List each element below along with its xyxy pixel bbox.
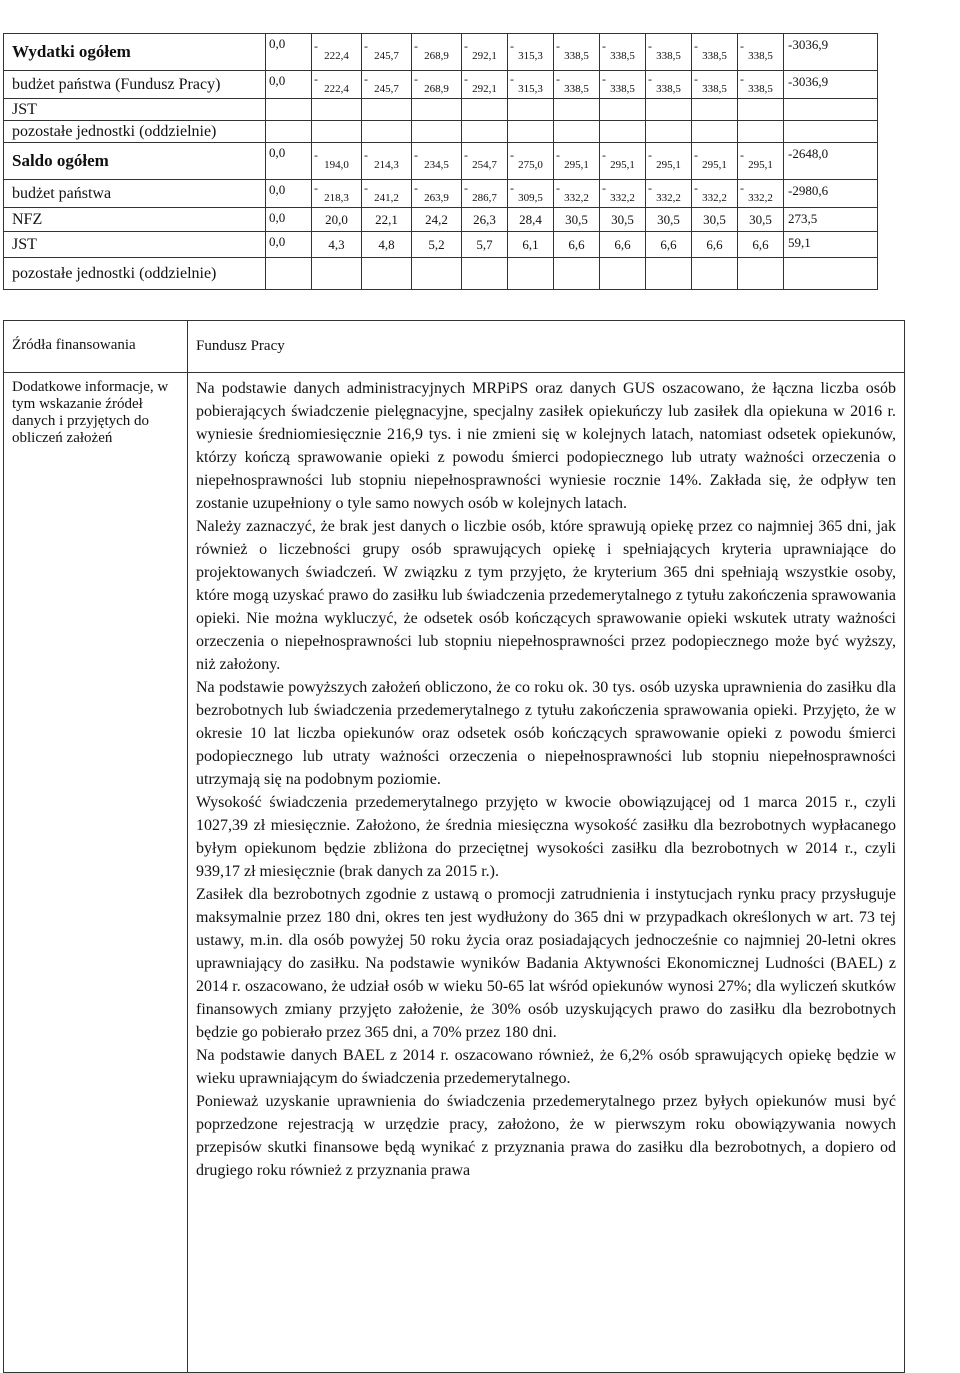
value-cell [646, 143, 692, 180]
minus-sign: - [602, 71, 606, 86]
value-text: 315,3 [518, 82, 543, 95]
value-cell: 6,6 [554, 232, 600, 258]
minus-sign: - [364, 148, 368, 162]
value-cell [646, 121, 692, 143]
value-cell [312, 99, 362, 121]
value-cell: 28,4 [508, 208, 554, 232]
table-row [4, 180, 878, 208]
row-label: pozostałe jednostki (oddzielnie) [4, 258, 266, 290]
value-cell: 26,3 [462, 208, 508, 232]
value-text: 332,2 [702, 191, 727, 204]
year-0-cell [266, 99, 312, 121]
value-text: 332,2 [564, 191, 589, 204]
value-cell [738, 180, 784, 208]
minus-sign: - [464, 180, 468, 195]
value-text: 332,2 [656, 191, 681, 204]
minus-sign: - [694, 39, 698, 53]
description-table [3, 320, 905, 1373]
value-cell: 5,2 [412, 232, 462, 258]
minus-sign: - [464, 148, 468, 162]
minus-sign: - [414, 39, 418, 53]
value-cell: 4,8 [362, 232, 412, 258]
value-text: 292,1 [472, 50, 497, 62]
minus-sign: - [510, 39, 514, 53]
table-row [4, 143, 878, 180]
value-cell [554, 71, 600, 99]
total-cell: -2980,6 [784, 180, 878, 208]
minus-sign: - [510, 180, 514, 195]
row-label: Saldo ogółem [4, 143, 266, 180]
minus-sign: - [740, 180, 744, 195]
total-cell: -2648,0 [784, 143, 878, 180]
minus-sign: - [510, 148, 514, 162]
minus-sign: - [314, 39, 318, 53]
value-cell [692, 34, 738, 71]
value-cell [362, 34, 412, 71]
minus-sign: - [694, 71, 698, 86]
minus-sign: - [364, 39, 368, 53]
value-cell [362, 71, 412, 99]
minus-sign: - [414, 148, 418, 162]
value-text: 286,7 [472, 191, 497, 204]
value-cell: 4,3 [312, 232, 362, 258]
value-text: 295,1 [702, 159, 727, 171]
value-cell: 24,2 [412, 208, 462, 232]
year-0-cell: 0,0 [266, 71, 312, 99]
value-cell [462, 143, 508, 180]
minus-sign: - [556, 39, 560, 53]
value-cell [508, 71, 554, 99]
minus-sign: - [556, 148, 560, 162]
value-text: 245,7 [374, 82, 399, 95]
value-text: 338,5 [702, 50, 727, 62]
value-cell [554, 258, 600, 290]
value-cell [646, 99, 692, 121]
value-cell [508, 180, 554, 208]
value-text: 338,5 [610, 50, 635, 62]
row-label: NFZ [4, 208, 266, 232]
value-cell [600, 143, 646, 180]
value-cell [508, 99, 554, 121]
total-cell [784, 99, 878, 121]
value-cell [508, 121, 554, 143]
value-text: 218,3 [324, 191, 349, 204]
value-cell [362, 143, 412, 180]
table-row [4, 99, 878, 121]
value-cell [362, 121, 412, 143]
value-cell [692, 71, 738, 99]
value-cell [600, 99, 646, 121]
value-cell [646, 258, 692, 290]
value-text: 194,0 [324, 159, 349, 171]
value-text: 292,1 [472, 82, 497, 95]
value-cell [508, 258, 554, 290]
value-cell [412, 258, 462, 290]
minus-sign: - [740, 71, 744, 86]
value-cell [554, 34, 600, 71]
value-cell [646, 34, 692, 71]
total-cell: -3036,9 [784, 71, 878, 99]
minus-sign: - [364, 180, 368, 195]
minus-sign: - [648, 39, 652, 53]
paragraph: Na podstawie powyższych założeń obliczono, że co roku ok. 30 tys. osób uzyska uprawnienia do zasiłku dla bezrobotnych lub świadczenia przedemerytalnego z tytułu zakończenia sprawowania opieki. Przyjęto, że w okresie 10 lat liczba opiekunów oraz odsetek osób kończących sprawowanie opieki z powodu śmierci podopiecznego lub utraty ważności orzeczenia o niepełnosprawności lub stopniu niepełnosprawności utrzymają się na podobnym poziomie. [196, 679, 896, 788]
value-text: 222,4 [324, 82, 349, 95]
minus-sign: - [740, 148, 744, 162]
value-cell [692, 143, 738, 180]
value-cell: 6,6 [738, 232, 784, 258]
value-cell: 6,6 [600, 232, 646, 258]
total-cell: 59,1 [784, 232, 878, 258]
value-cell: 6,6 [692, 232, 738, 258]
value-text: 309,5 [518, 191, 543, 204]
value-cell [554, 99, 600, 121]
value-cell [462, 180, 508, 208]
value-text: 245,7 [374, 50, 399, 62]
value-cell [508, 34, 554, 71]
value-cell [738, 121, 784, 143]
value-cell [600, 71, 646, 99]
paragraph: Zasiłek dla bezrobotnych zgodnie z ustawą o promocji zatrudnienia i instytucjach rynku pracy przysługuje maksymalnie przez 180 dni, okres ten jest wydłużony do 365 dni w przypadkach określonych w art. 73 tej ustawy, m.in. dla osób powyżej 50 roku życia oraz posiadających jednocześnie co najmniej 20-letni okres uprawniający do zasiłku. Na podstawie wyników Badania Aktywności Ekonomicznej Ludności (BAEL) z 2014 r. oszacowano, że udział osób w wieku 50-65 lat wśród opiekunów wynosi 27%; dla wyliczeń skutków finansowych zmiany przyjęto założenie, że 30% osób uzyskujących prawo do zasiłku dla bezrobotnych będzie go pobierało przez 365 dni, a 70% przez 180 dni. [196, 886, 896, 1041]
table-row [4, 208, 878, 232]
value-text: 295,1 [656, 159, 681, 171]
value-cell [692, 99, 738, 121]
total-cell [784, 258, 878, 290]
value-text: 338,5 [748, 82, 773, 95]
paragraph: Na podstawie danych BAEL z 2014 r. oszacowano również, że 6,2% osób sprawujących opiekę będzie w wieku uprawniającym do świadczenia przedemerytalnego. [196, 1047, 896, 1087]
value-cell [738, 34, 784, 71]
row-label: pozostałe jednostki (oddzielnie) [4, 121, 266, 143]
value-text: 254,7 [472, 159, 497, 171]
table-row [4, 232, 878, 258]
year-0-cell: 0,0 [266, 143, 312, 180]
value-cell: 6,1 [508, 232, 554, 258]
value-cell [412, 34, 462, 71]
value-cell [312, 180, 362, 208]
value-text: 338,5 [702, 82, 727, 95]
value-cell [462, 99, 508, 121]
minus-sign: - [414, 71, 418, 86]
value-cell [412, 71, 462, 99]
paragraph: Ponieważ uzyskanie uprawnienia do świadczenia przedemerytalnego przez byłych opiekunów musi być poprzedzone rejestracją w urzędzie pracy, założono, że w pierwszym roku obowiązywania nowych przepisów skutki finansowe będą wynikać z przyznania prawa do zasiłku dla bezrobotnych, a dopiero od drugiego roku również z przyznania prawa [196, 1093, 896, 1179]
value-cell [462, 34, 508, 71]
minus-sign: - [648, 71, 652, 86]
value-cell [312, 258, 362, 290]
value-cell [646, 180, 692, 208]
minus-sign: - [556, 180, 560, 195]
financial-effects-table [3, 33, 878, 290]
value-text: 338,5 [656, 50, 681, 62]
minus-sign: - [694, 148, 698, 162]
total-cell: 273,5 [784, 208, 878, 232]
value-cell [312, 34, 362, 71]
minus-sign: - [464, 39, 468, 53]
value-cell: 5,7 [462, 232, 508, 258]
value-cell [692, 121, 738, 143]
value-cell [738, 258, 784, 290]
value-text: 332,2 [610, 191, 635, 204]
value-cell: 22,1 [362, 208, 412, 232]
minus-sign: - [648, 148, 652, 162]
row-label: JST [4, 99, 266, 121]
minus-sign: - [414, 180, 418, 195]
value-text: 234,5 [424, 159, 449, 171]
minus-sign: - [556, 71, 560, 86]
value-cell [692, 258, 738, 290]
sources-value: Fundusz Pracy [188, 321, 905, 373]
minus-sign: - [602, 148, 606, 162]
minus-sign: - [602, 39, 606, 53]
value-cell [646, 71, 692, 99]
sources-label: Źródła finansowania [4, 321, 188, 373]
minus-sign: - [510, 71, 514, 86]
value-cell [412, 180, 462, 208]
minus-sign: - [314, 148, 318, 162]
value-cell: 30,5 [600, 208, 646, 232]
value-text: 332,2 [748, 191, 773, 204]
value-cell [738, 143, 784, 180]
value-cell [362, 180, 412, 208]
paragraph: Należy zaznaczyć, że brak jest danych o liczbie osób, które sprawują opiekę przez co najmniej 365 dni, jak również o liczebności grupy osób sprawujących opiekę i spełniających kryteria uprawniające do projektowanych świadczeń. W związku z tym przyjęto, że kryterium 365 dni spełniają wszystkie osoby, które mogą uzyskać prawo do zasiłku lub świadczenia przedemerytalnego z tytułu zakończenia sprawowania opieki. Nie można wykluczyć, że odsetek osób kończących sprawowanie opieki wskutek utraty ważności orzeczenia o niepełnosprawności lub stopniu niepełnosprawności przez podopiecznego może być wyższy, niż założony. [196, 518, 896, 673]
value-cell [738, 99, 784, 121]
value-text: 295,1 [748, 159, 773, 171]
value-cell [462, 121, 508, 143]
value-cell [554, 143, 600, 180]
table-row [4, 34, 878, 71]
value-text: 275,0 [518, 159, 543, 171]
value-cell [508, 143, 554, 180]
value-cell [312, 71, 362, 99]
row-label: Wydatki ogółem [4, 34, 266, 71]
year-0-cell [266, 121, 312, 143]
value-cell [312, 121, 362, 143]
value-cell [692, 180, 738, 208]
value-cell [738, 71, 784, 99]
value-text: 338,5 [656, 82, 681, 95]
year-0-cell: 0,0 [266, 232, 312, 258]
minus-sign: - [740, 39, 744, 53]
value-cell [554, 121, 600, 143]
value-text: 338,5 [748, 50, 773, 62]
value-cell [600, 258, 646, 290]
minus-sign: - [648, 180, 652, 195]
minus-sign: - [694, 180, 698, 195]
value-text: 338,5 [610, 82, 635, 95]
value-cell [600, 180, 646, 208]
table-row [4, 121, 878, 143]
minus-sign: - [602, 180, 606, 195]
value-cell [412, 143, 462, 180]
value-cell [312, 143, 362, 180]
value-cell: 30,5 [554, 208, 600, 232]
table-row [4, 71, 878, 99]
value-text: 295,1 [610, 159, 635, 171]
value-text: 263,9 [424, 191, 449, 204]
value-cell: 30,5 [692, 208, 738, 232]
additional-info-text [188, 373, 905, 1373]
paragraph: Na podstawie danych administracyjnych MRPiPS oraz danych GUS oszacowano, że łączna liczba osób pobierających świadczenie pielęgnacyjne, specjalny zasiłek opiekuńczy lub zasiłek dla opiekuna w 2016 r. wyniesie średniomiesięcznie 216,9 tys. i nie zmieni się w kolejnych latach, natomiast odsetek opiekunów, którzy kończą sprawowanie opieki z powodu śmierci podopiecznego lub utraty ważności orzeczenia o niepełnosprawności lub stopniu niepełnosprawności wyniesie rocznie 14%. Zakłada się, że odpływ ten zostanie uzupełniony o tyle samo nowych osób w kolejnych latach. [196, 380, 896, 512]
value-text: 338,5 [564, 50, 589, 62]
value-cell [600, 34, 646, 71]
value-cell [362, 258, 412, 290]
minus-sign: - [314, 71, 318, 86]
value-text: 338,5 [564, 82, 589, 95]
value-cell: 6,6 [646, 232, 692, 258]
year-0-cell: 0,0 [266, 180, 312, 208]
value-cell [462, 71, 508, 99]
value-cell [362, 99, 412, 121]
value-cell [412, 121, 462, 143]
minus-sign: - [464, 71, 468, 86]
year-0-cell [266, 258, 312, 290]
value-text: 315,3 [518, 50, 543, 62]
year-0-cell: 0,0 [266, 34, 312, 71]
value-cell: 30,5 [646, 208, 692, 232]
year-0-cell: 0,0 [266, 208, 312, 232]
paragraph: Wysokość świadczenia przedemerytalnego przyjęto w kwocie obowiązującej od 1 marca 2015 r., czyli 1027,39 zł miesięcznie. Założono, że średnia miesięczna wysokość zasiłku dla bezrobotnych wypłacanego byłym opiekunom będzie zbliżona do przeciętnej wysokości zasiłku dla bezrobotnych w 2014 r., czyli 939,17 zł miesięcznie (brak danych za 2015 r.). [196, 794, 896, 880]
row-label: JST [4, 232, 266, 258]
row-label: budżet państwa [4, 180, 266, 208]
value-text: 268,9 [424, 82, 449, 95]
value-cell [554, 180, 600, 208]
total-cell: -3036,9 [784, 34, 878, 71]
row-label: budżet państwa (Fundusz Pracy) [4, 71, 266, 99]
value-cell: 20,0 [312, 208, 362, 232]
total-cell [784, 121, 878, 143]
value-text: 268,9 [424, 50, 449, 62]
value-cell [412, 99, 462, 121]
value-text: 222,4 [324, 50, 349, 62]
value-text: 241,2 [374, 191, 399, 204]
value-text: 295,1 [564, 159, 589, 171]
table-row [4, 258, 878, 290]
value-cell [600, 121, 646, 143]
additional-info-label: Dodatkowe informacje, w tym wskazanie źródeł danych i przyjętych do obliczeń założeń [4, 373, 188, 1373]
minus-sign: - [364, 71, 368, 86]
value-cell: 30,5 [738, 208, 784, 232]
value-cell [462, 258, 508, 290]
minus-sign: - [314, 180, 318, 195]
value-text: 214,3 [374, 159, 399, 171]
